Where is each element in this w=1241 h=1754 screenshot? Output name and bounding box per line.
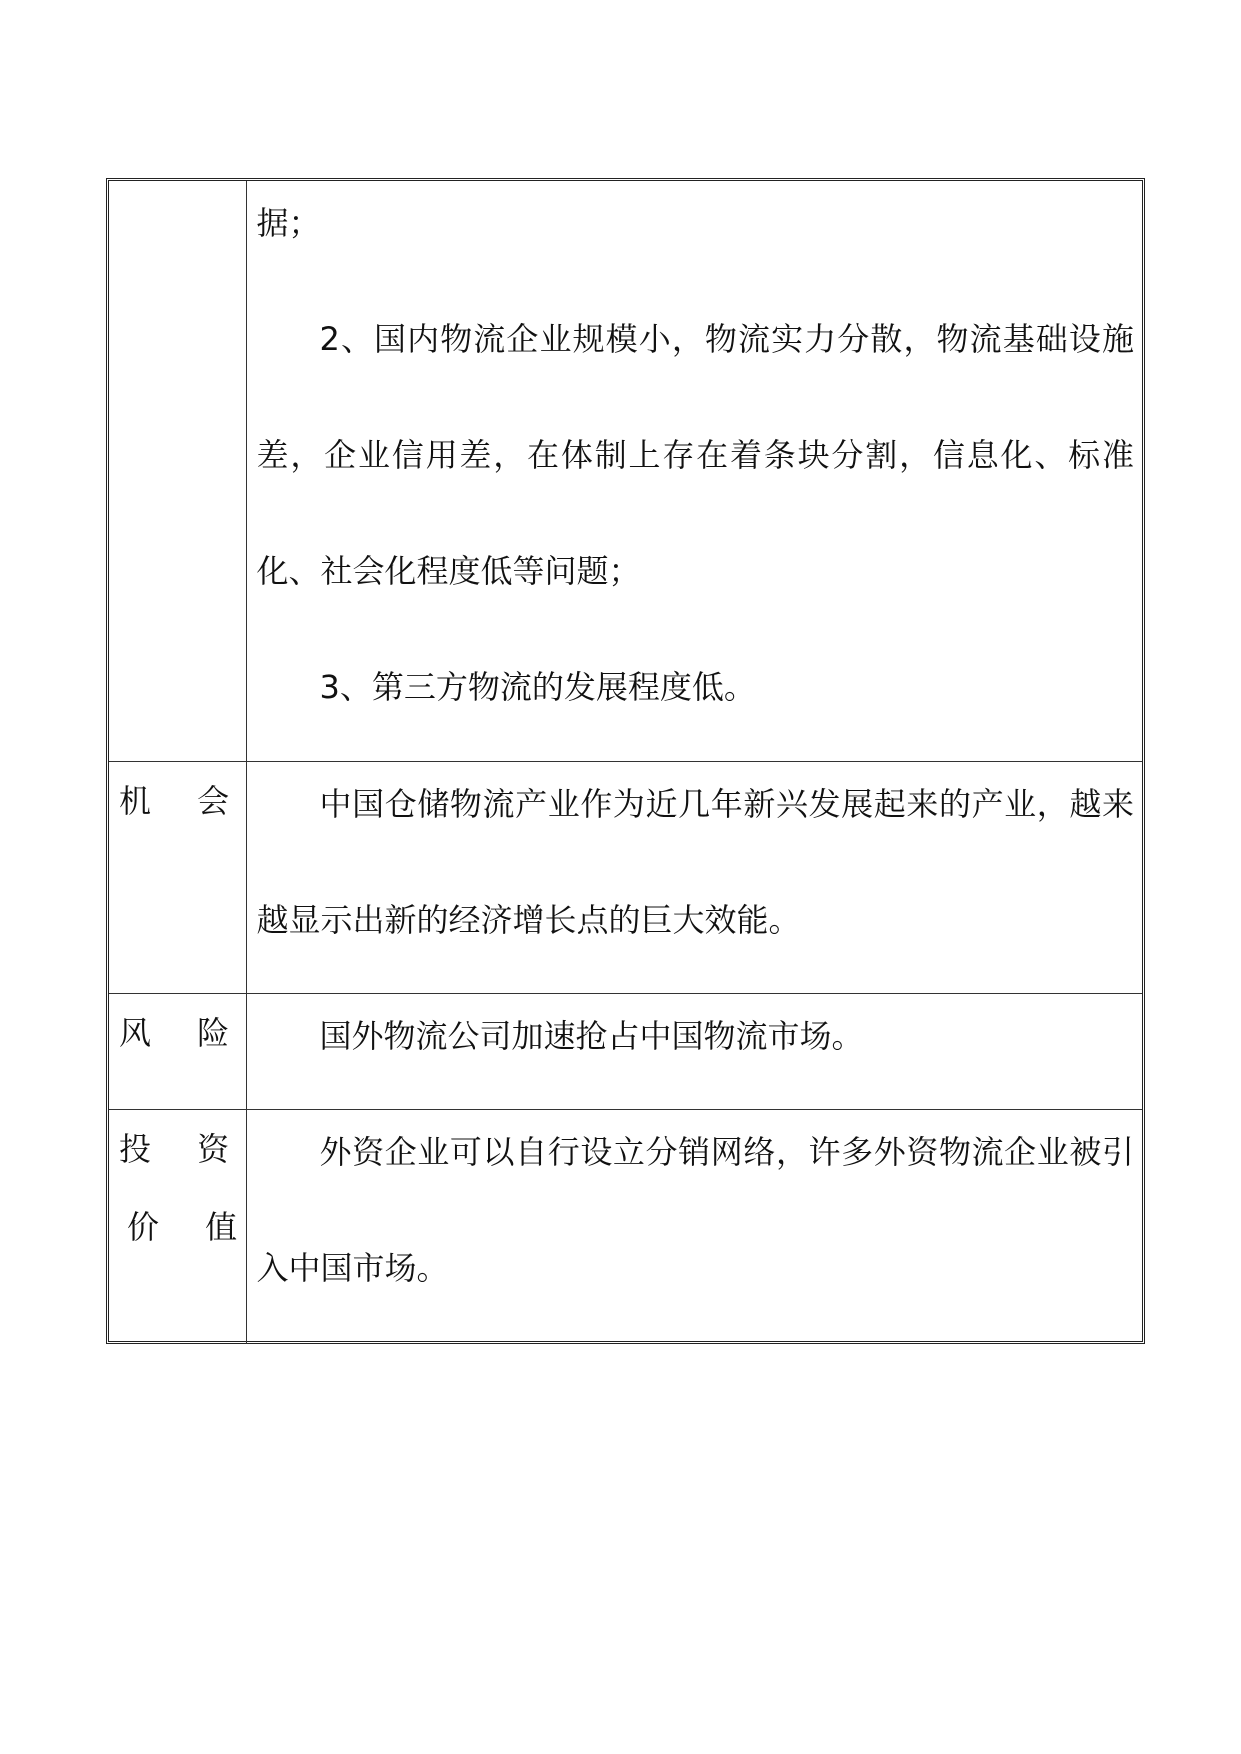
table-row-investment-value — [109, 1109, 1142, 1344]
label-text-line: 价 值 — [127, 1207, 256, 1246]
paragraph-investment-value: 外资企业可以自行设立分销网络，许多外资物流企业被引入中国市场。 — [256, 1132, 1134, 1287]
row-label-risk — [109, 993, 246, 1109]
table-row-risk — [109, 993, 1142, 1109]
row-content-risk — [246, 993, 1142, 1109]
paragraph-point-3: 3、第三方物流的发展程度低。 — [319, 668, 756, 706]
row-label-cell-empty — [109, 181, 246, 761]
label-text-line: 机 会 — [119, 781, 248, 820]
row-content-investment-value — [246, 1109, 1142, 1344]
paragraph-continuation: 据； — [256, 204, 321, 242]
analysis-table-frame — [106, 178, 1145, 1344]
label-text-line: 风 险 — [119, 1013, 248, 1052]
row-label-opportunity — [109, 761, 246, 993]
row-label-investment-value — [109, 1109, 256, 1344]
table-row-continuation — [109, 181, 1142, 761]
paragraph-risk: 国外物流公司加速抢占中国物流市场。 — [319, 1016, 864, 1055]
row-content-opportunity — [246, 761, 1142, 993]
analysis-table — [109, 181, 1142, 1344]
row-content-cell — [246, 181, 1142, 761]
table-row-opportunity — [109, 761, 1142, 993]
paragraph-point-2: 2、国内物流企业规模小，物流实力分散，物流基础设施差，企业信用差，在体制上存在着条块分割，信息化、标准化、社会化程度低等问题； — [256, 320, 1134, 590]
label-text-line: 投 资 — [119, 1129, 248, 1168]
paragraph-opportunity: 中国仓储物流产业作为近几年新兴发展起来的产业，越来越显示出新的经济增长点的巨大效能。 — [256, 784, 1134, 939]
